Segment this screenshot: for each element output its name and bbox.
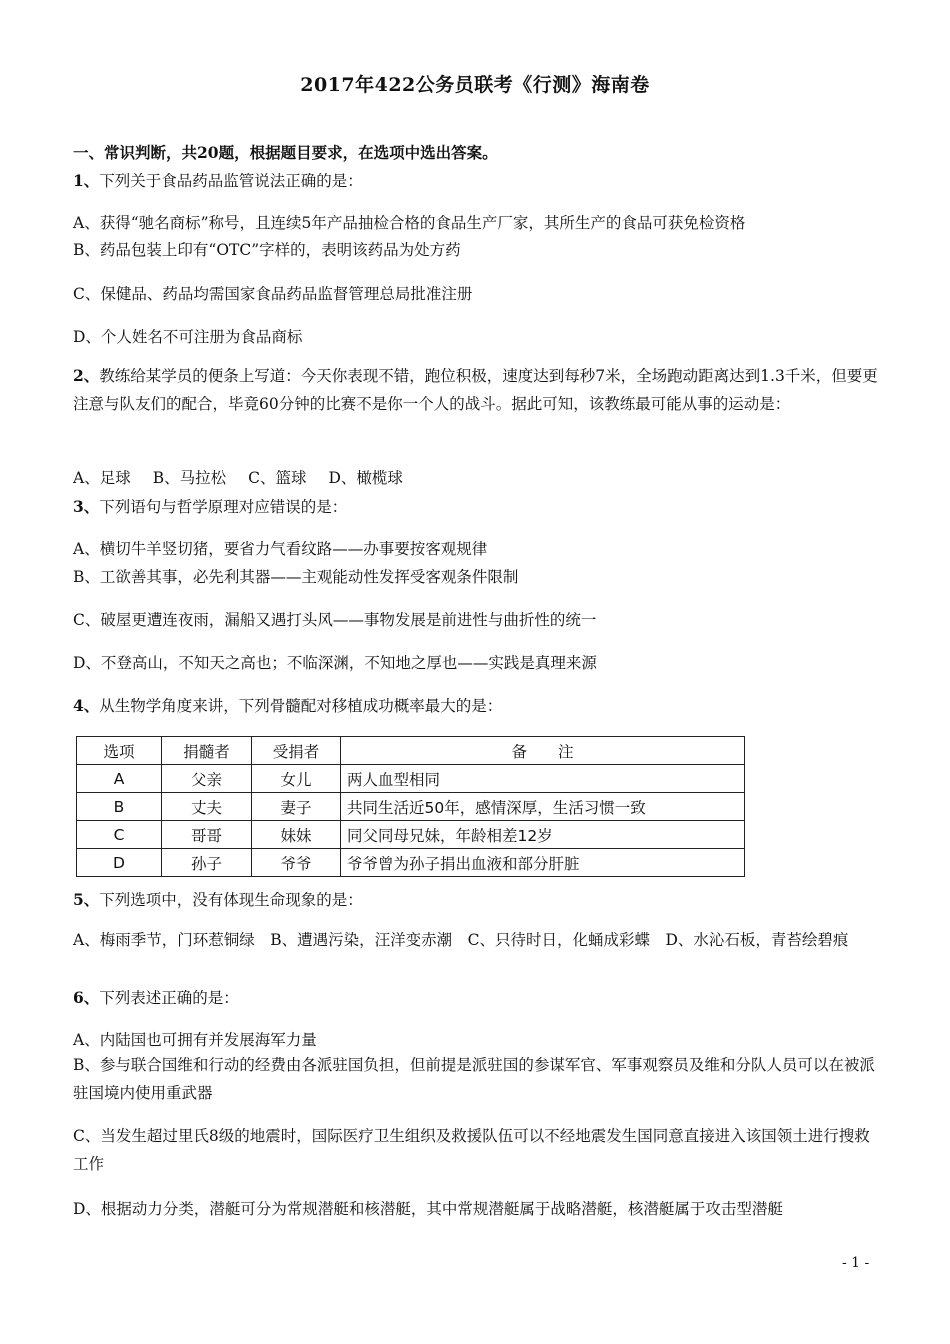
table-header: 捐髓者 [162, 737, 252, 765]
option-d: D、橄榄球 [328, 469, 403, 487]
question-4 [73, 694, 502, 716]
table-cell: B [77, 793, 162, 821]
question-3 [73, 495, 347, 517]
table-cell: 爷爷 [252, 849, 341, 877]
question-number: 4、 [73, 696, 100, 715]
table-cell: 父亲 [162, 765, 252, 793]
table-row [77, 765, 745, 793]
option-a: A、获得“驰名商标”称号，且连续5年产品抽检合格的食品生产厂家，其所生产的食品可获免检资格 [73, 214, 746, 232]
table-cell: 妹妹 [252, 821, 341, 849]
question-stem: 下列语句与哲学原理对应错误的是： [99, 498, 348, 516]
question-stem: 从生物学角度来讲，下列骨髓配对移植成功概率最大的是： [99, 697, 503, 715]
table-header: 备 注 [341, 737, 745, 765]
table-row [77, 821, 745, 849]
question-2-options [73, 466, 425, 488]
option-a: A、足球 [73, 469, 131, 487]
bone-marrow-table [76, 736, 745, 877]
table-cell: 妻子 [252, 793, 341, 821]
table-header: 受捐者 [252, 737, 341, 765]
option-d: D、根据动力分类，潜艇可分为常规潜艇和核潜艇，其中常规潜艇属于战略潜艇，核潜艇属于攻击型潜艇 [73, 1200, 783, 1218]
option-c: C、当发生超过里氏8级的地震时，国际医疗卫生组织及救援队伍可以不经地震发生国同意直接进入该国领土进行搜救工作 [73, 1127, 870, 1173]
table-cell: 孙子 [162, 849, 252, 877]
option-b: B、药品包装上印有“OTC”字样的，表明该药品为处方药 [73, 241, 461, 259]
option-d: D、不登高山，不知天之高也；不临深渊，不知地之厚也——实践是真理来源 [73, 654, 597, 672]
option-c: C、篮球 [248, 469, 307, 487]
table-cell: D [77, 849, 162, 877]
question-number: 3、 [73, 497, 100, 516]
table-header: 选项 [77, 737, 162, 765]
table-cell: 共同生活近50年，感情深厚，生活习惯一致 [341, 793, 745, 821]
table-cell: 爷爷曾为孙子捐出血液和部分肝脏 [341, 849, 745, 877]
question-2 [73, 362, 878, 418]
question-stem: 下列表述正确的是： [99, 989, 239, 1007]
table-cell: 两人血型相同 [341, 765, 745, 793]
option-b: B、参与联合国维和行动的经费由各派驻国负担，但前提是派驻国的参谋军官、军事观察员及维和分队人员可以在被派驻国境内使用重武器 [73, 1056, 875, 1102]
question-stem: 下列选项中，没有体现生命现象的是： [99, 891, 363, 909]
option-a: A、横切牛羊竖切猪，要省力气看纹路——办事要按客观规律 [73, 540, 488, 558]
question-number: 6、 [73, 988, 100, 1007]
question-number: 2、 [73, 366, 100, 385]
table-row [77, 793, 745, 821]
section-heading: 一、常识判断，共20题，根据题目要求，在选项中选出答案。 [73, 143, 498, 162]
table-cell: A [77, 765, 162, 793]
option-d: D、个人姓名不可注册为食品商标 [73, 328, 303, 346]
option-c: C、保健品、药品均需国家食品药品监督管理总局批准注册 [73, 285, 473, 303]
option-b: B、马拉松 [152, 469, 227, 487]
question-number: 5、 [73, 890, 100, 909]
table-cell: 丈夫 [162, 793, 252, 821]
question-1 [73, 169, 363, 191]
question-number: 1、 [73, 171, 100, 190]
table-cell: C [77, 821, 162, 849]
question-6 [73, 986, 239, 1008]
table-cell: 同父同母兄妹，年龄相差12岁 [341, 821, 745, 849]
question-5 [73, 888, 363, 910]
page-number: - 1 - [842, 1255, 870, 1271]
question-5-options: A、梅雨季节，门环惹铜绿 B、遭遇污染，汪洋变赤潮 C、只待时日，化蛹成彩蝶 D、水沁石板，青苔绘碧痕 [73, 931, 849, 949]
page-title: 2017年422公务员联考《行测》海南卷 [300, 74, 650, 96]
question-stem: 下列关于食品药品监管说法正确的是： [99, 172, 363, 190]
table-row [77, 849, 745, 877]
option-b: B、工欲善其事，必先利其器——主观能动性发挥受客观条件限制 [73, 568, 519, 586]
option-a: A、内陆国也可拥有并发展海军力量 [73, 1031, 317, 1049]
table-cell: 女儿 [252, 765, 341, 793]
option-c: C、破屋更遭连夜雨，漏船又遇打头风——事物发展是前进性与曲折性的统一 [73, 611, 597, 629]
question-stem: 教练给某学员的便条上写道：今天你表现不错，跑位积极，速度达到每秒7米，全场跑动距离达到1.3千米，但要更注意与队友们的配合，毕竟60分钟的比赛不是你一个人的战斗。据此可知，该教练最可能从事的运动是： [73, 367, 878, 413]
table-cell: 哥哥 [162, 821, 252, 849]
table-header-row [77, 737, 745, 765]
